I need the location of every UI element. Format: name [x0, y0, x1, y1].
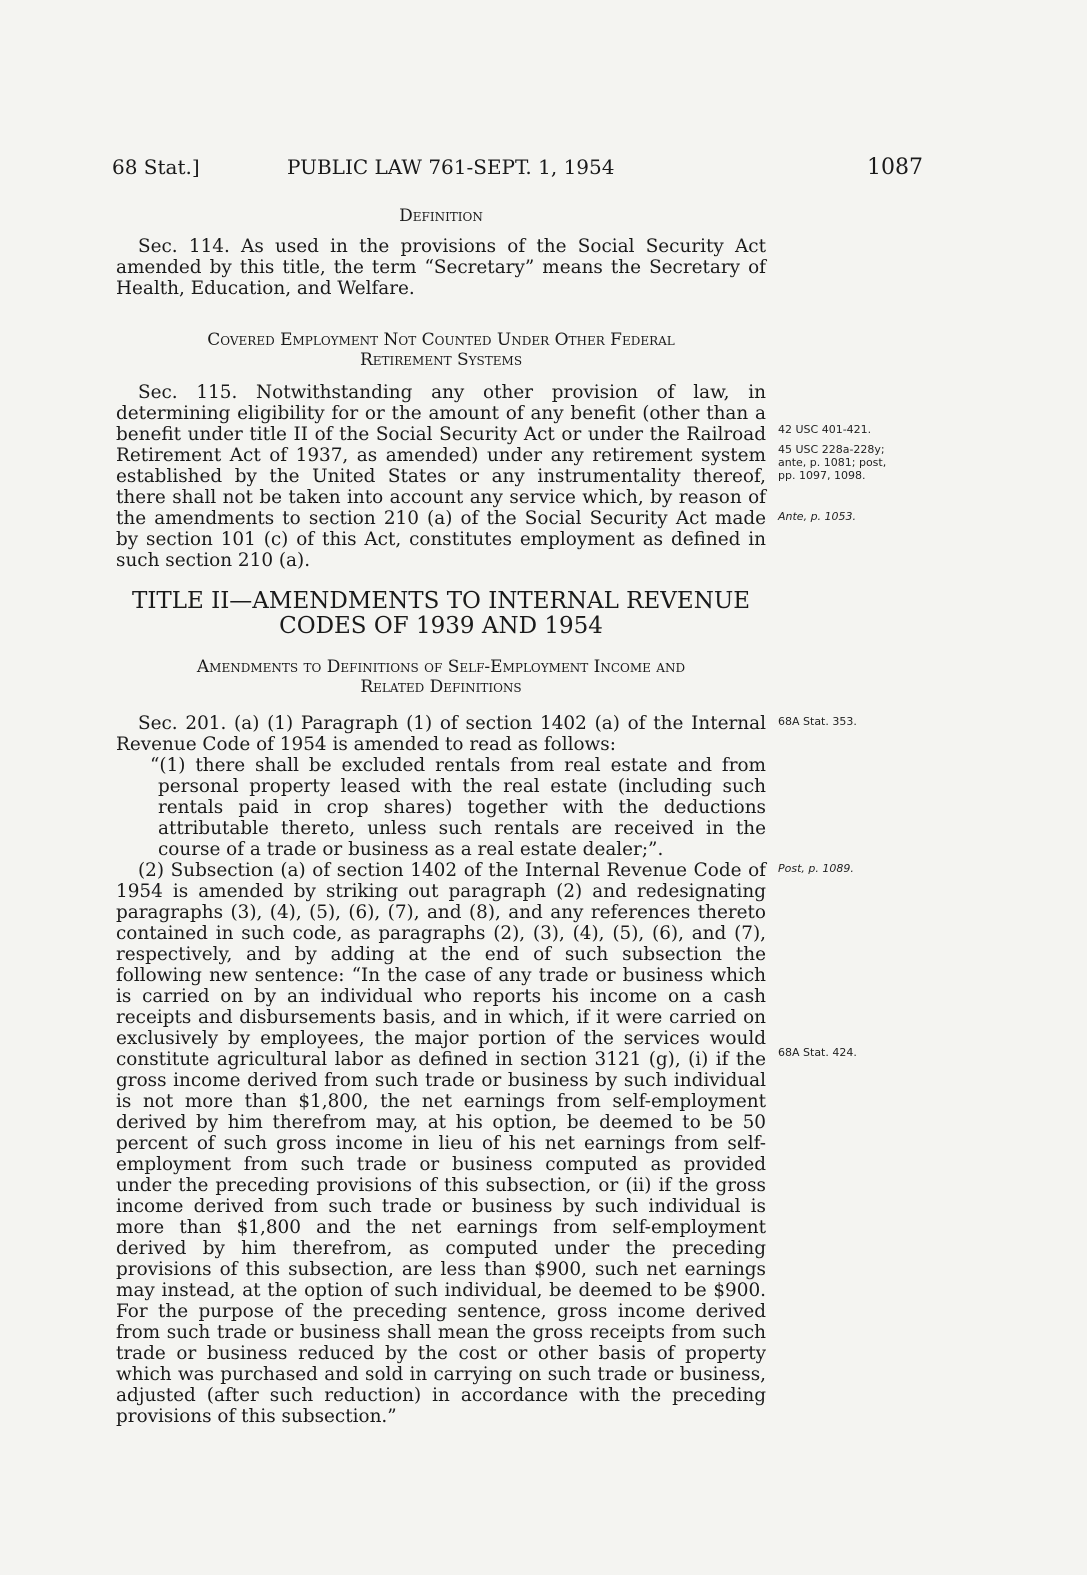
section-115-text: Sec. 115. Notwithstanding any other provision of law, in determining eligibility for or the amount of any benefit (other than a benefit under title II of the Social Security Act or under the Railroad Retirement Act of 1937, as amended) under any retirement system established by the United States or any instrumentality thereof, there shall not be taken into account any service which, by reason of the amendments to section 210 (a) of the Social Security Act made by section 101 (c) of this Act, constitutes employment as defined in such section 210 (a). — [116, 382, 766, 571]
title-ii-heading — [116, 589, 766, 639]
section-115 — [116, 330, 766, 571]
margin-note-68a-424: 68A Stat. 424. — [778, 1046, 857, 1059]
margin-note-42-usc: 42 USC 401-421. — [778, 423, 872, 436]
section-114 — [116, 206, 766, 299]
section-201-heading-line2: Related Definitions — [360, 677, 522, 697]
page-header — [112, 155, 923, 185]
margin-note-ante-1053: Ante, p. 1053. — [778, 510, 857, 523]
section-201-a2: (2) Subsection (a) of section 1402 of the Internal Revenue Code of 1954 is amended by striking out paragraph (2) and redesignating paragraphs (3), (4), (5), (6), (7), and (8), and any references thereto contained in such code, as paragraphs (2), (3), (4), (5), (6), and (7), respectively, and by adding at the end of such subsection the following new sentence: “In the case of any trade or business which is carried on by an individual who reports his income on a cash receipts and disbursements basis, and in which, if it were carried on exclusively by employees, the major portion of the services would constitute agricultural labor as defined in section 3121 (g), (i) if the gross income derived from such trade or business by such individual is not more than $1,800, the net earnings from self-employment derived by him therefrom may, at his option, be deemed to be 50 percent of such gross income in lieu of his net earnings from self-employment from such trade or business computed as provided under the preceding provisions of this subsection, or (ii) if the gross income derived from such trade or business by such individual is more than $1,800 and the net earnings from self-employment derived by him therefrom, as computed under the preceding provisions of this subsection, are less than $900, such net earnings may instead, at the option of such individual, be deemed to be $900. For the purpose of the preceding sentence, gross income derived from such trade or business shall mean the gross receipts from such trade or business reduced by the cost or other basis of property which was purchased and sold in carrying on such trade or business, adjusted (after such reduction) in accordance with the preceding provisions of this subsection.” — [116, 860, 766, 1427]
section-115-heading-line2: Retirement Systems — [359, 350, 523, 370]
header-title: PUBLIC LAW 761-SEPT. 1, 1954 — [287, 155, 615, 179]
margin-note-68a-353: 68A Stat. 353. — [778, 715, 857, 728]
section-114-text: Sec. 114. As used in the provisions of the Social Security Act amended by this title, the term “Secretary” means the Secretary of Health, Education, and Welfare. — [116, 236, 766, 299]
margin-note-post-1089: Post, p. 1089. — [778, 862, 854, 875]
page-number: 1087 — [867, 155, 923, 180]
margin-note-45-usc: 45 USC 228a-228y; ante, p. 1081; post, pp. 1097, 1098. — [778, 443, 887, 482]
section-201-a1: Sec. 201. (a) (1) Paragraph (1) of section 1402 (a) of the Internal Revenue Code of 1954 is amended to read as follows: — [116, 713, 766, 755]
header-volume: 68 Stat.] — [112, 155, 200, 179]
section-201 — [116, 657, 766, 1427]
section-201-heading-line1: Amendments to Definitions of Self-Employment Income and — [196, 657, 686, 677]
section-201-quote: “(1) there shall be excluded rentals from real estate and from personal property leased with the real estate (including such rentals paid in crop shares) together with the deductions attributable thereto, unless such rentals are received in the course of a trade or business as a real estate dealer;”. — [150, 755, 766, 860]
section-115-heading-line1: Covered Employment Not Counted Under Other Federal — [207, 330, 675, 350]
title-ii-line2: CODES OF 1939 AND 1954 — [279, 613, 603, 639]
section-114-heading: Definition — [399, 206, 483, 226]
title-ii-line1: TITLE II—AMENDMENTS TO INTERNAL REVENUE — [132, 588, 750, 614]
